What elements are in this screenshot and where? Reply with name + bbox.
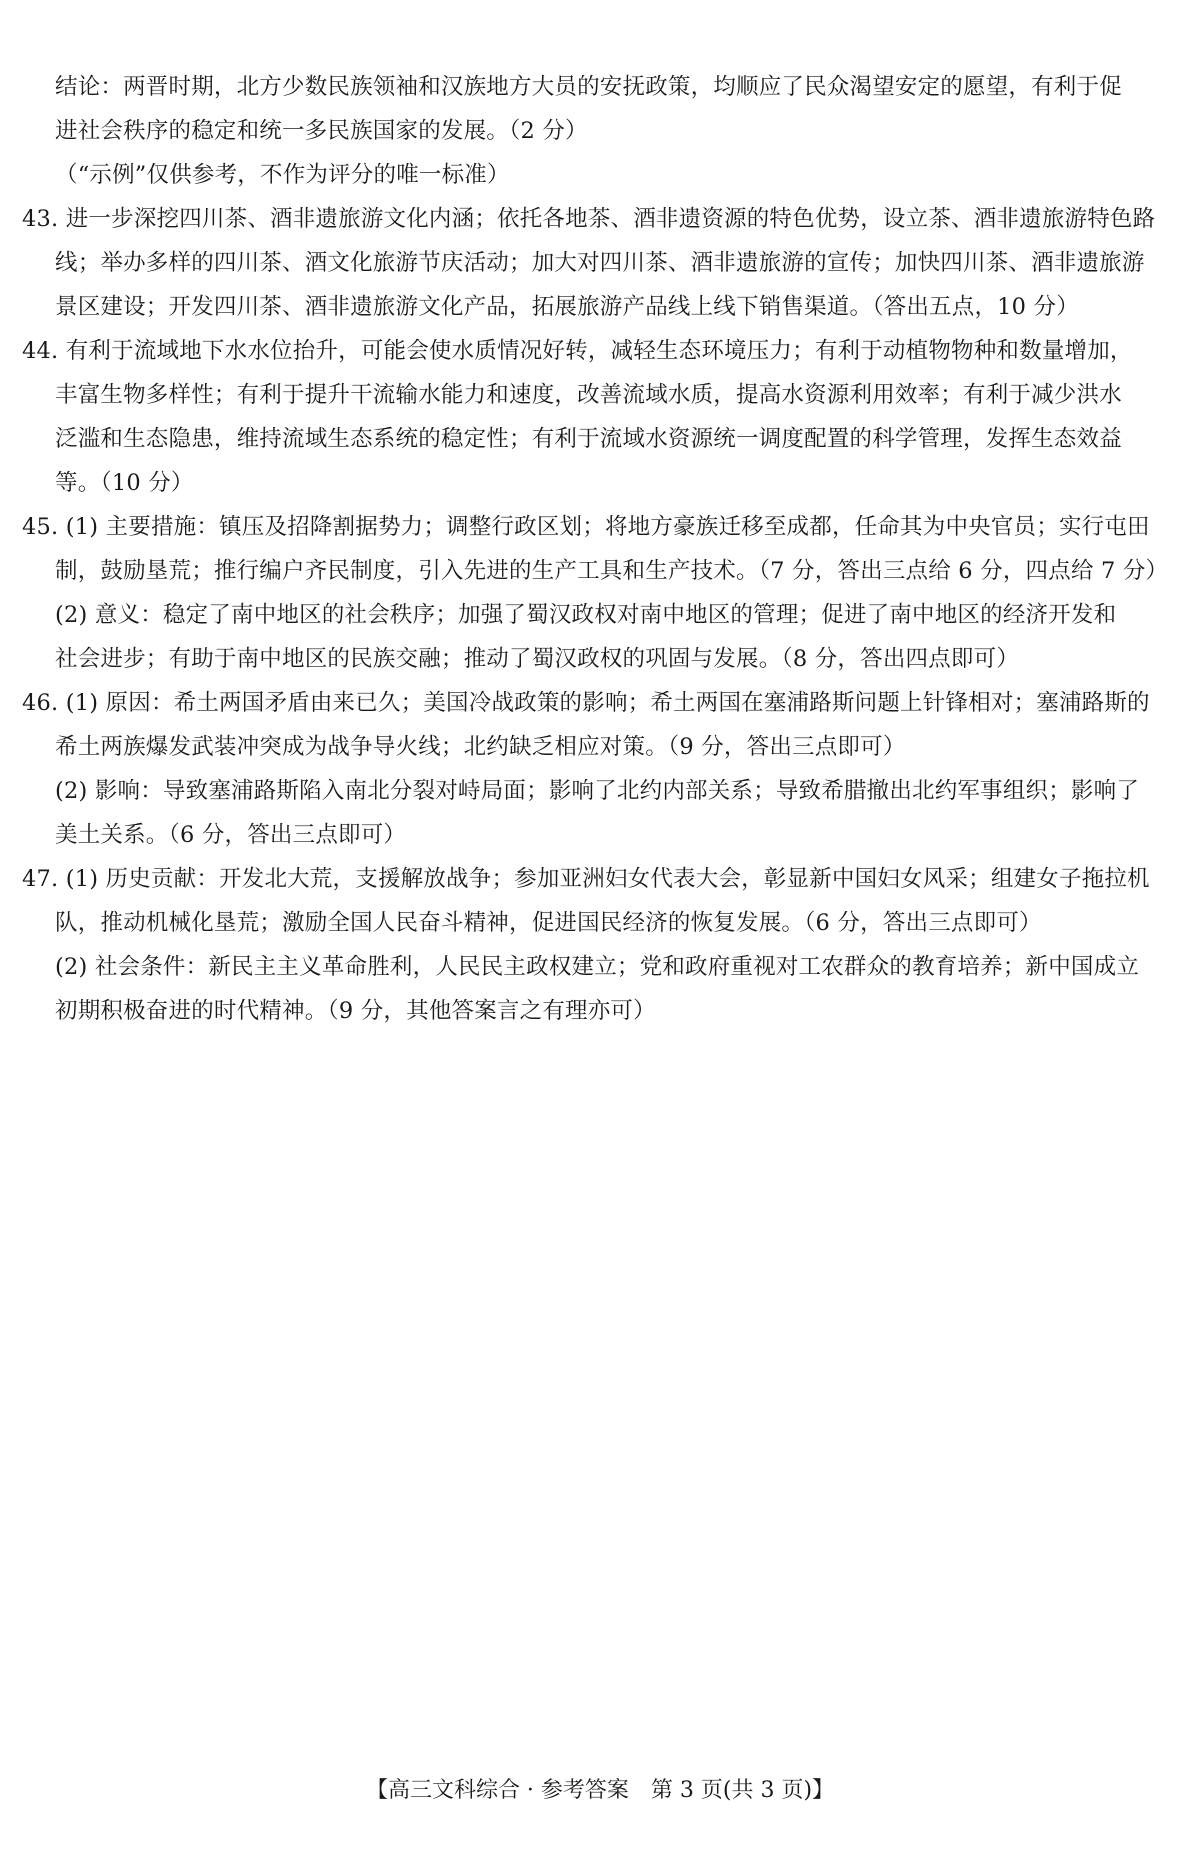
- q47-part2-line-2: 初期积极奋进的时代精神。（9 分，其他答案言之有理亦可）: [55, 998, 656, 1024]
- q45-part1-line-2: 制，鼓励垦荒；推行编户齐民制度，引入先进的生产工具和生产技术。（7 分，答出三点给 6 分，四点给 7 分）: [55, 558, 1169, 584]
- page-footer: 【高三文科综合 · 参考答案 第 3 页(共 3 页)】: [365, 1778, 835, 1803]
- q47-part1-line-2: 队，推动机械化垦荒；激励全国人民奋斗精神，促进国民经济的恢复发展。（6 分，答出三点即可）: [55, 910, 1042, 936]
- q45-part2-line-1: (2) 意义：稳定了南中地区的社会秩序；加强了蜀汉政权对南中地区的管理；促进了南中地区的经济开发和: [55, 602, 1117, 628]
- q44-line-1: 44. 有利于流域地下水水位抬升，可能会使水质情况好转，减轻生态环境压力；有利于动植物物种和数量增加，: [22, 338, 1133, 364]
- q43-line-2: 线；举办多样的四川茶、酒文化旅游节庆活动；加大对四川茶、酒非遗旅游的宣传；加快四川茶、酒非遗旅游: [55, 250, 1145, 276]
- q46-part2-line-2: 美土关系。（6 分，答出三点即可）: [55, 822, 407, 848]
- q46-part1-line-1: 46. (1) 原因：希土两国矛盾由来已久；美国冷战政策的影响；希土两国在塞浦路斯问题上针锋相对；塞浦路斯的: [22, 690, 1150, 716]
- q46-part1-line-2: 希土两族爆发武装冲突成为战争导火线；北约缺乏相应对策。（9 分，答出三点即可）: [55, 734, 906, 760]
- q44-line-3: 泛滥和生态隐患，维持流域生态系统的稳定性；有利于流域水资源统一调度配置的科学管理，发挥生态效益: [55, 426, 1122, 452]
- conclusion-line-2: 进社会秩序的稳定和统一多民族国家的发展。（2 分）: [55, 118, 588, 144]
- q47-part2-line-1: (2) 社会条件：新民主主义革命胜利，人民民主政权建立；党和政府重视对工农群众的教育培养；新中国成立: [55, 954, 1140, 980]
- q44-line-4: 等。（10 分）: [55, 470, 194, 496]
- q45-part2-line-2: 社会进步；有助于南中地区的民族交融；推动了蜀汉政权的巩固与发展。（8 分，答出四点即可）: [55, 646, 1020, 672]
- conclusion-note: （“示例”仅供参考，不作为评分的唯一标准）: [55, 162, 510, 188]
- q44-line-2: 丰富生物多样性；有利于提升干流输水能力和速度，改善流域水质，提高水资源利用效率；有利于减少洪水: [55, 382, 1122, 408]
- conclusion-line-1: 结论：两晋时期，北方少数民族领袖和汉族地方大员的安抚政策，均顺应了民众渴望安定的愿望，有利于促: [55, 74, 1122, 100]
- q46-part2-line-1: (2) 影响：导致塞浦路斯陷入南北分裂对峙局面；影响了北约内部关系；导致希腊撤出北约军事组织；影响了: [55, 778, 1140, 804]
- q43-line-1: 43. 进一步深挖四川茶、酒非遗旅游文化内涵；依托各地茶、酒非遗资源的特色优势，设立茶、酒非遗旅游特色路: [22, 206, 1156, 232]
- q45-part1-line-1: 45. (1) 主要措施：镇压及招降割据势力；调整行政区划；将地方豪族迁移至成都，任命其为中央官员；实行屯田: [22, 514, 1150, 540]
- q47-part1-line-1: 47. (1) 历史贡献：开发北大荒，支援解放战争；参加亚洲妇女代表大会，彰显新中国妇女风采；组建女子拖拉机: [22, 866, 1150, 892]
- q43-line-3: 景区建设；开发四川茶、酒非遗旅游文化产品，拓展旅游产品线上线下销售渠道。（答出五点，10 分）: [55, 294, 1079, 320]
